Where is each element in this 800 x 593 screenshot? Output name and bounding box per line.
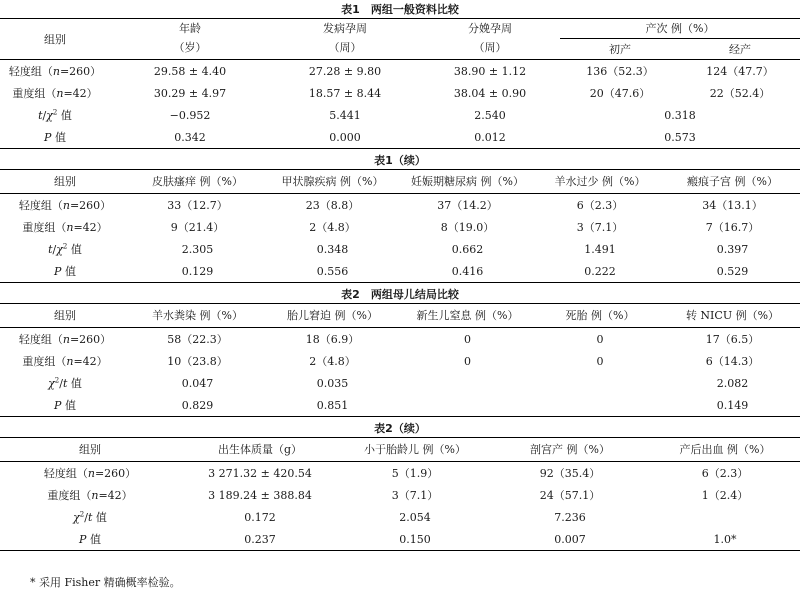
table-cell: 34（13.1） [702, 198, 763, 212]
table1-header-onset: 发病孕周 [323, 22, 367, 36]
table-cell: 0.342 [174, 130, 206, 144]
table-cell: 0.149 [716, 398, 749, 412]
table-header-cell: 小于胎龄儿 例（%） [364, 443, 466, 456]
table-header-cell: 出生体质量（g） [217, 443, 303, 456]
table-cell: 0.829 [181, 398, 214, 412]
table-header-cell: 组别 [54, 175, 76, 188]
table1-header-delivery-unit: （周） [420, 39, 560, 60]
table-cell: 3 271.32 ± 420.54 [208, 466, 312, 480]
table-cell: 0.397 [716, 242, 749, 256]
table-header-cell: 转 NICU 例（%） [685, 309, 780, 322]
table-cell: 0 [596, 354, 604, 368]
table1-cont [0, 169, 800, 283]
table1-cont-title: 表1（续） [374, 154, 426, 167]
table-header-cell: 新生儿窒息 例（%） [416, 309, 519, 322]
table-cell: 3（7.1） [576, 220, 624, 234]
table-cell: 2（4.8） [309, 220, 356, 234]
table-cell: 38.04 ± 0.90 [453, 86, 527, 100]
table-header-cell: 胎儿窘迫 例（%） [287, 309, 378, 322]
table-header-cell: 产后出血 例（%） [679, 443, 771, 456]
table-cell: 2.540 [474, 108, 506, 122]
row-group-label: 重度组（n=42） [12, 86, 98, 100]
table-row [0, 528, 800, 551]
table1 [0, 18, 800, 149]
table-header-cell: 瘢痕子宫 例（%） [687, 175, 778, 188]
row-stat-label: $\chi^2/t$ 值 [48, 375, 82, 390]
table-cell [400, 372, 535, 394]
table-row [0, 194, 800, 217]
table-header-cell: 妊娠期糖尿病 例（%） [411, 175, 524, 188]
row-stat-label: $t/\chi^2$ 值 [48, 241, 82, 256]
table-row [0, 126, 800, 149]
table1-header-age: 年龄 [179, 22, 201, 36]
table-cell: 2（4.8） [309, 354, 356, 368]
table-row [0, 462, 800, 485]
row-p-label: P 值 [79, 532, 101, 546]
table-row [0, 60, 800, 83]
table-cell: 0.529 [716, 264, 749, 278]
table-header-row [0, 304, 800, 328]
table-cell: 17（6.5） [705, 332, 760, 346]
table-cell: 2.054 [399, 510, 431, 524]
row-p-label: P 值 [44, 130, 66, 144]
table-cell: 6（14.3） [705, 354, 760, 368]
table1-header-onset-unit: （周） [270, 39, 420, 60]
table-cell: 0.348 [316, 242, 349, 256]
row-group-label: 重度组（n=42） [47, 488, 133, 502]
table-cell: 1.0* [713, 532, 737, 546]
table-header-cell: 羊水过少 例（%） [554, 175, 646, 188]
table1-header-parity: 产次 例（%） [560, 19, 800, 39]
table-cell: 2.082 [716, 376, 749, 390]
row-group-label: 重度组（n=42） [22, 220, 108, 234]
table-cell: 0.318 [664, 108, 696, 122]
table-row [0, 350, 800, 372]
table2-cont [0, 437, 800, 551]
table-cell: 9（21.4） [170, 220, 225, 234]
table-cell: 124（47.7） [706, 64, 774, 78]
table-cell: 136（52.3） [586, 64, 654, 78]
row-p-label: P 值 [54, 264, 76, 278]
row-group-label: 重度组（n=42） [22, 354, 108, 368]
table-header-row [0, 438, 800, 462]
row-group-label: 轻度组（n=260） [43, 466, 137, 480]
table-cell: 0.222 [584, 264, 616, 278]
table1-title: 表1 两组一般资料比较 [341, 3, 459, 16]
table-footnote: * 采用 Fisher 精确概率检验。 [30, 576, 181, 589]
table-header-row [0, 170, 800, 194]
table-row [0, 104, 800, 126]
table1-header-group: 组别 [0, 19, 110, 60]
table-cell: 10（23.8） [167, 354, 228, 368]
table-cell: 6（2.3） [576, 198, 624, 212]
table-cell: 58（22.3） [167, 332, 228, 346]
table-row [0, 506, 800, 528]
table-header-cell: 组别 [79, 443, 101, 456]
table-cell: 33（12.7） [167, 198, 228, 212]
table-cell: 0.237 [244, 532, 276, 546]
table-cell [650, 506, 800, 528]
table-row [0, 394, 800, 417]
table-cell: 0.150 [399, 532, 431, 546]
table-cell: 0.007 [554, 532, 586, 546]
table1-header-primi: 初产 [560, 39, 680, 60]
table-cell: 0.047 [181, 376, 214, 390]
table-cell: 0.556 [316, 264, 349, 278]
table-cell: 2.305 [181, 242, 214, 256]
table-header-cell: 死胎 例（%） [565, 309, 635, 322]
table1-header-multi: 经产 [680, 39, 800, 60]
table-row [0, 82, 800, 104]
table-cell [535, 394, 665, 417]
table-cell: 0.662 [451, 242, 484, 256]
table-cell: 0.416 [451, 264, 484, 278]
table-cell: 3 189.24 ± 388.84 [208, 488, 312, 502]
table-row [0, 372, 800, 394]
table-cell: 1.491 [584, 242, 616, 256]
table-cell: 7（16.7） [705, 220, 760, 234]
table-cell: 5（1.9） [391, 466, 439, 480]
table2-cont-title: 表2（续） [374, 422, 426, 435]
table1-header-delivery: 分娩孕周 [468, 22, 512, 36]
row-group-label: 轻度组（n=260） [18, 332, 112, 346]
table-cell: 5.441 [329, 108, 361, 122]
table-cell: 27.28 ± 9.80 [308, 64, 382, 78]
table-cell: −0.952 [169, 108, 211, 122]
table-header-cell: 组别 [54, 309, 76, 322]
row-stat-label: $t/\chi^2$ 值 [38, 107, 72, 122]
table-cell [535, 372, 665, 394]
table1-header-age-unit: （岁） [110, 39, 270, 60]
table-cell: 0.012 [474, 130, 506, 144]
table-cell: 92（35.4） [539, 466, 601, 480]
table-cell: 38.90 ± 1.12 [453, 64, 527, 78]
table-cell [400, 394, 535, 417]
table-cell: 24（57.1） [539, 488, 601, 502]
table2-title: 表2 两组母儿结局比较 [341, 288, 459, 301]
table-cell: 18.57 ± 8.44 [308, 86, 382, 100]
table-cell: 8（19.0） [440, 220, 495, 234]
table-cell: 0.000 [329, 130, 361, 144]
row-group-label: 轻度组（n=260） [8, 64, 102, 78]
table-cell: 3（7.1） [391, 488, 439, 502]
table-cell: 23（8.8） [305, 198, 360, 212]
table-cell: 0 [464, 354, 471, 368]
table-cell: 22（52.4） [709, 86, 771, 100]
table-row [0, 260, 800, 283]
table-cell: 7.236 [554, 510, 586, 524]
table-cell: 0 [464, 332, 471, 346]
table-header-cell: 甲状腺疾病 例（%） [281, 175, 384, 188]
table-cell: 0.851 [316, 398, 349, 412]
table-cell: 20（47.6） [589, 86, 651, 100]
row-p-label: P 值 [54, 398, 76, 412]
table-header-cell: 羊水粪染 例（%） [152, 309, 243, 322]
table-cell: 37（14.2） [437, 198, 498, 212]
table-cell: 1（2.4） [701, 488, 749, 502]
table-cell: 0.129 [181, 264, 214, 278]
table-cell: 18（6.9） [305, 332, 360, 346]
table-row [0, 484, 800, 506]
table2 [0, 303, 800, 417]
table-cell: 0.172 [244, 510, 276, 524]
row-stat-label: $\chi^2/t$ 值 [73, 509, 107, 524]
table-cell: 0 [596, 332, 604, 346]
table-cell: 0.035 [316, 376, 349, 390]
row-group-label: 轻度组（n=260） [18, 198, 112, 212]
table-row [0, 238, 800, 260]
table-header-cell: 剖宫产 例（%） [530, 443, 610, 456]
table-cell: 6（2.3） [701, 466, 749, 480]
table-row [0, 328, 800, 351]
table-header-cell: 皮肤瘙痒 例（%） [152, 175, 243, 188]
table-cell: 0.573 [664, 130, 696, 144]
table-row [0, 216, 800, 238]
table-cell: 29.58 ± 4.40 [153, 64, 227, 78]
table-cell: 30.29 ± 4.97 [153, 86, 227, 100]
